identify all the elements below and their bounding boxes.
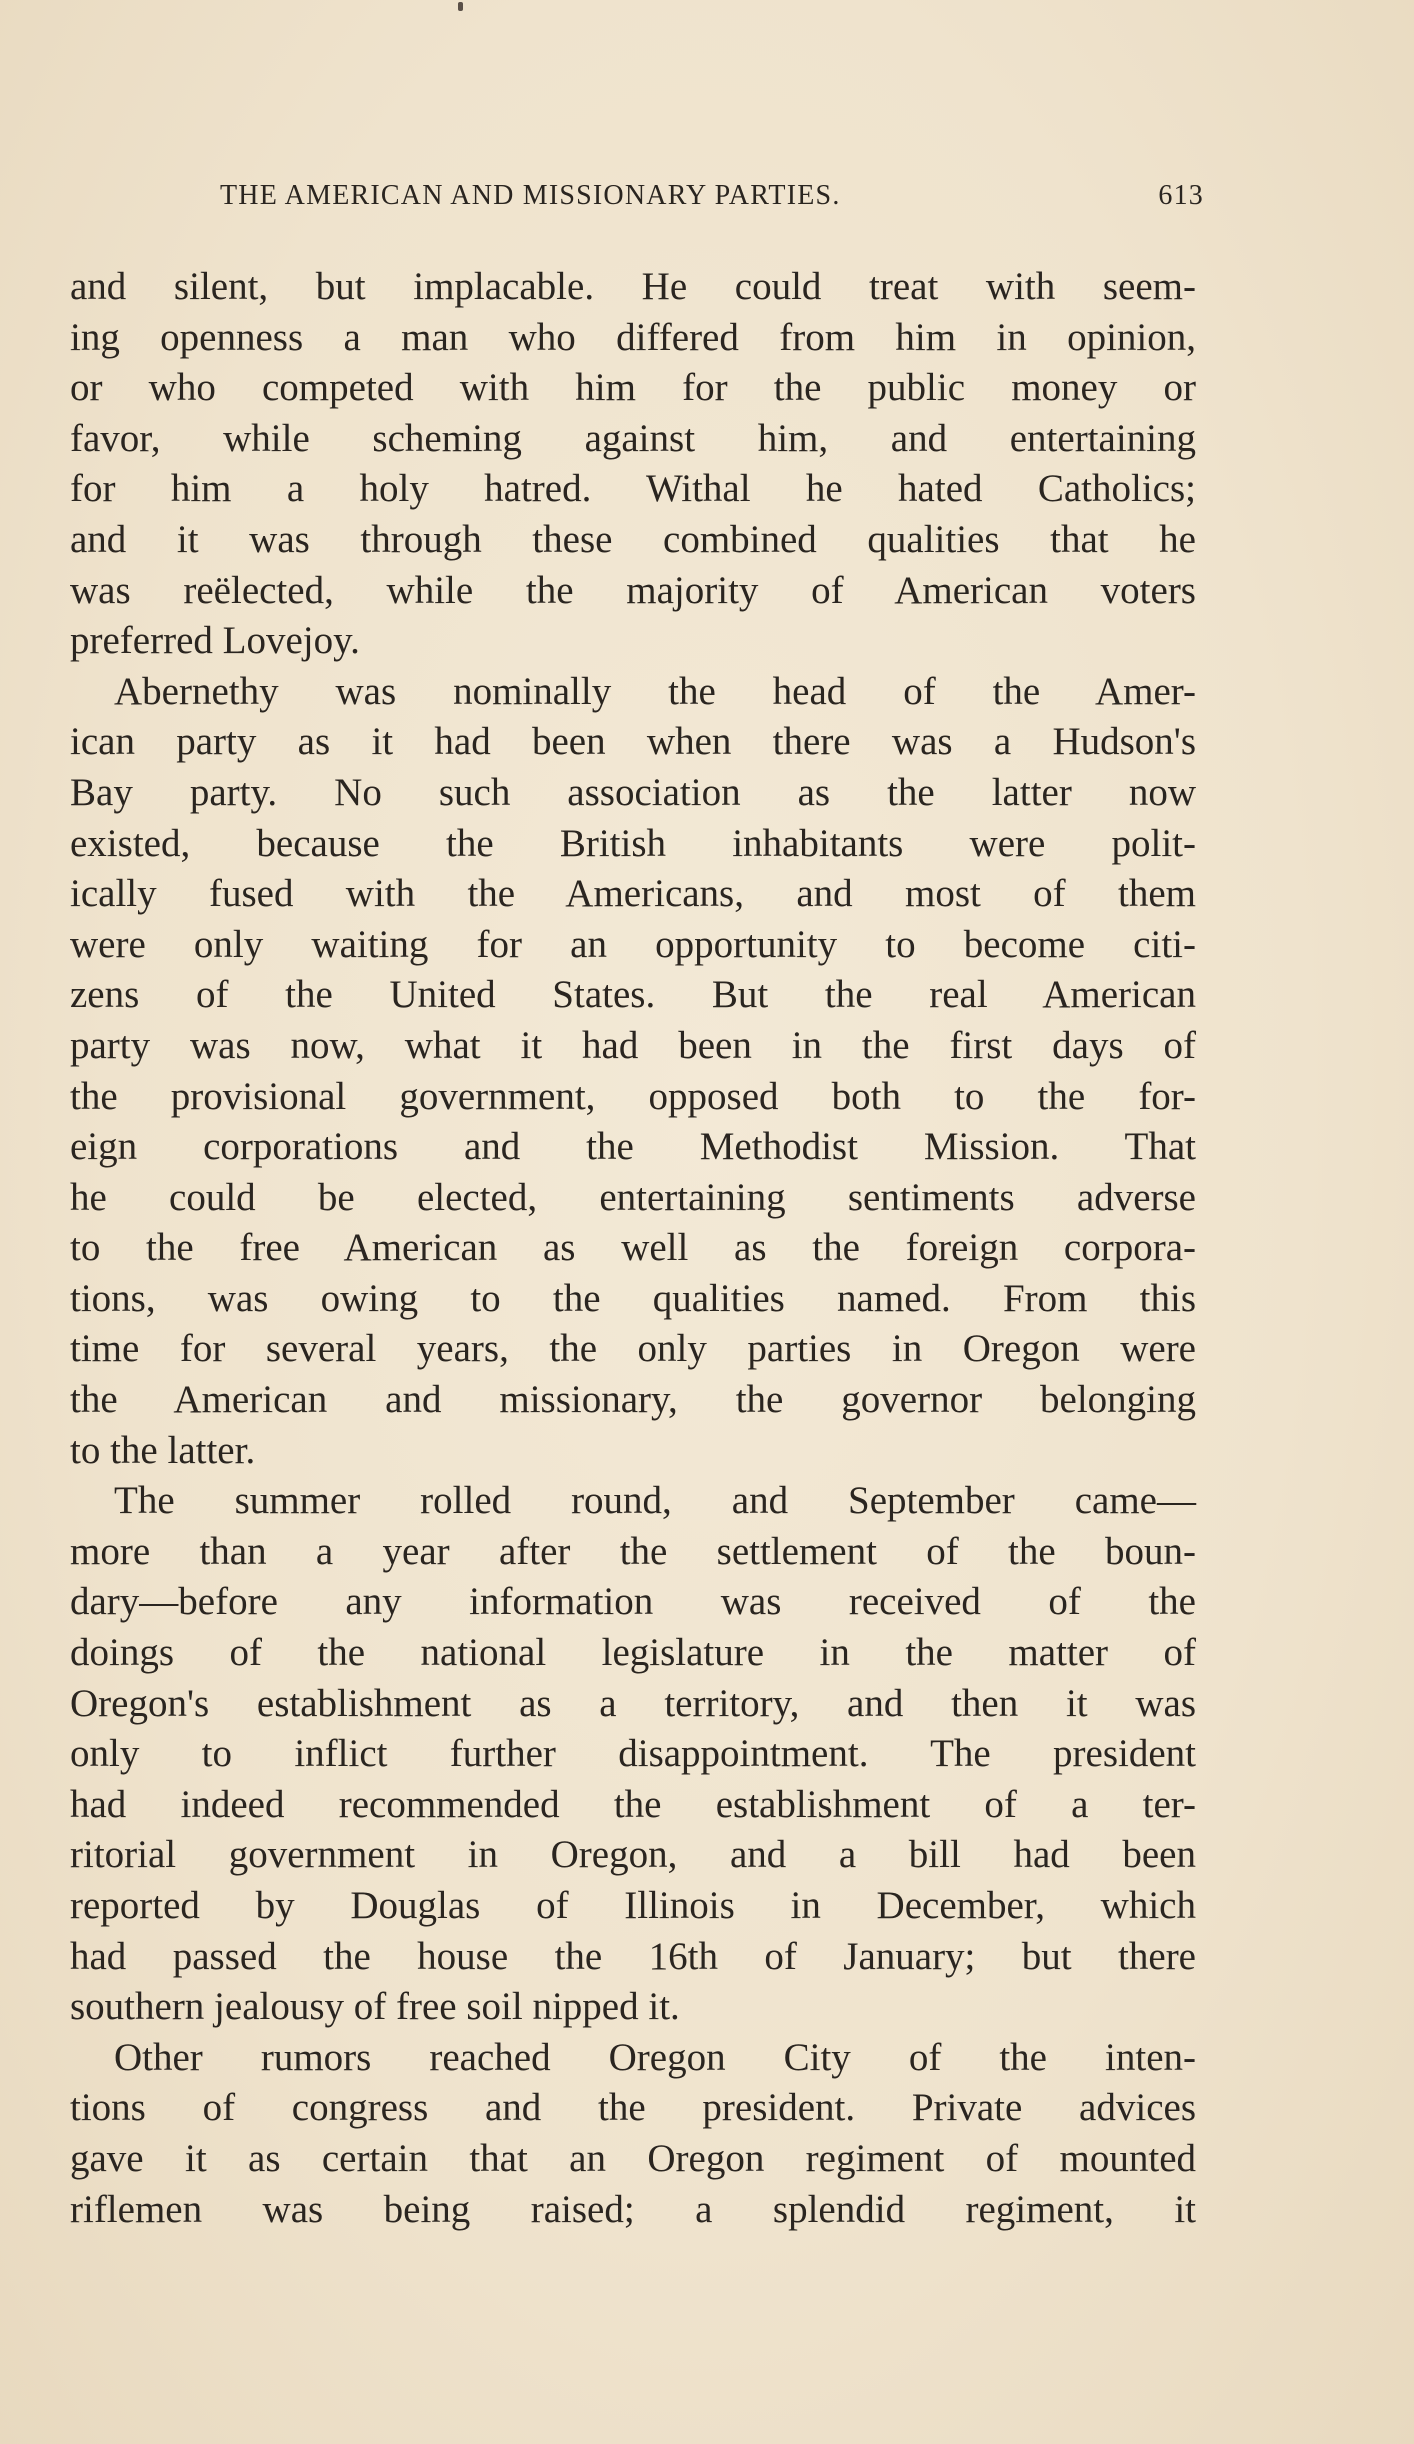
paragraph-first-line: Abernethy was nominally the head of the Amer- bbox=[114, 669, 1196, 713]
text-line: Bay party. No such association as the latter now bbox=[70, 770, 1196, 814]
text-line: existed, because the British inhabitants were polit- bbox=[70, 821, 1196, 865]
text-line: preferred Lovejoy. bbox=[70, 619, 360, 663]
text-line: the American and missionary, the governor belonging bbox=[70, 1378, 1196, 1422]
text-line: and silent, but implacable. He could treat with seem- bbox=[70, 265, 1196, 308]
text-line: for him a holy hatred. Withal he hated Catholics; bbox=[70, 467, 1196, 511]
paragraph-first-line: Other rumors reached Oregon City of the inten- bbox=[114, 2035, 1196, 2079]
body-text bbox=[70, 262, 1196, 2235]
text-line: only to inflict further disappointment. The president bbox=[70, 1732, 1196, 1776]
text-line: favor, while scheming against him, and entertaining bbox=[70, 416, 1196, 460]
text-line: southern jealousy of free soil nipped it. bbox=[70, 1985, 680, 2029]
text-line: Oregon's establishment as a territory, and then it was bbox=[70, 1681, 1196, 1725]
text-line: or who competed with him for the public money or bbox=[70, 366, 1196, 410]
text-line: party was now, what it had been in the first days of bbox=[70, 1023, 1196, 1067]
text-line: more than a year after the settlement of the boun- bbox=[70, 1529, 1196, 1573]
text-line: to the latter. bbox=[70, 1428, 256, 1472]
text-line: ing openness a man who differed from him in opinion, bbox=[70, 315, 1196, 359]
text-line: the provisional government, opposed both to the for- bbox=[70, 1074, 1196, 1118]
text-line: he could be elected, entertaining sentiments adverse bbox=[70, 1175, 1196, 1219]
text-line: gave it as certain that an Oregon regiment of mounted bbox=[70, 2136, 1196, 2180]
text-line: time for several years, the only parties in Oregon were bbox=[70, 1327, 1196, 1371]
text-line: tions, was owing to the qualities named. From this bbox=[70, 1276, 1196, 1320]
paragraph-first-line: The summer rolled round, and September came— bbox=[114, 1479, 1196, 1523]
text-line: ritorial government in Oregon, and a bill had been bbox=[70, 1833, 1196, 1877]
text-line: riflemen was being raised; a splendid regiment, it bbox=[70, 2187, 1196, 2231]
text-line: doings of the national legislature in the matter of bbox=[70, 1631, 1196, 1675]
text-line: dary—before any information was received of the bbox=[70, 1580, 1196, 1624]
page-number: 613 bbox=[1158, 180, 1204, 211]
ink-speck bbox=[458, 2, 463, 11]
text-line: and it was through these combined qualities that he bbox=[70, 517, 1196, 561]
text-line: was reëlected, while the majority of American voters bbox=[70, 568, 1196, 612]
text-line: had indeed recommended the establishment of a ter- bbox=[70, 1782, 1196, 1826]
text-line: eign corporations and the Methodist Mission. That bbox=[70, 1125, 1196, 1169]
running-title: THE AMERICAN AND MISSIONARY PARTIES. bbox=[220, 180, 841, 211]
text-line: tions of congress and the president. Private advices bbox=[70, 2086, 1196, 2130]
text-line: had passed the house the 16th of January; but there bbox=[70, 1934, 1196, 1978]
text-line: ically fused with the Americans, and most of them bbox=[70, 872, 1196, 916]
text-line: ican party as it had been when there was a Hudson's bbox=[70, 720, 1196, 764]
text-line: reported by Douglas of Illinois in December, which bbox=[70, 1884, 1196, 1927]
text-line: were only waiting for an opportunity to become citi- bbox=[70, 922, 1196, 966]
text-line: zens of the United States. But the real American bbox=[70, 973, 1196, 1017]
text-line: to the free American as well as the foreign corpora- bbox=[70, 1226, 1196, 1270]
running-head bbox=[220, 180, 1204, 220]
